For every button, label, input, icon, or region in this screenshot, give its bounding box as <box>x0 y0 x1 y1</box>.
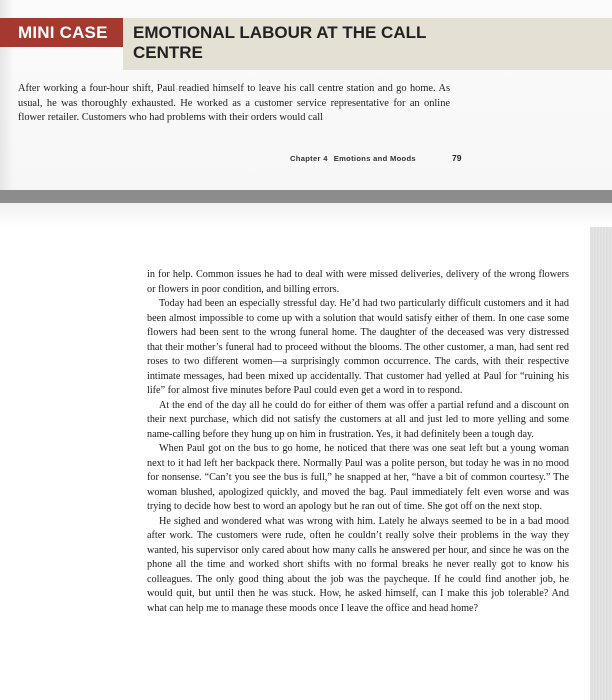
mini-case-header <box>0 18 612 70</box>
mini-case-tag: MINI CASE <box>0 18 123 47</box>
mini-case-intro-paragraph: After working a four-hour shift, Paul readied himself to leave his call centre station and go home. As usual, he was thoroughly exhausted. He worked as a customer service representative for an online flower retailer. Customers who had problems with their orders would call <box>18 83 450 123</box>
body-paragraph: Today had been an especially stressful day. He’d had two particularly difficult customers and it had been almost impossible to come up with a solution that would satisfy either of them. In one case some flowers had been sent to the wrong funeral home. The daughter of the deceased was very distressed that their mother’s funeral had to proceed without the blooms. The other customer, a man, had sent red roses to two different women—a surprisingly common occurrence. The cards, with their respective intimate messages, had been mixed up accidentally. That customer had yelled at Paul for “ruining his life” for almost five minutes before Paul could even get a word in to respond. <box>147 298 569 396</box>
chapter-label: Chapter 4 <box>290 154 328 163</box>
body-paragraph: When Paul got on the bus to go home, he noticed that there was one seat left but a young woman next to it had left her backpack there. Normally Paul was a polite person, but today he was in no mood for nonsense. “Can’t you see the bus is full,” he snapped at her, “have a bit of common courtesy.” The woman blushed, apologized quickly, and moved the bag. Paul immediately felt even worse and was trying to decide how best to word an apology but he ran out of time. She got off on the next stop. <box>147 443 569 512</box>
body-paragraph: in for help. Common issues he had to deal with were missed deliveries, delivery of the wrong flowers or flowers in poor condition, and billing errors. <box>147 269 569 295</box>
body-paragraph: At the end of the day all he could do for either of them was offer a partial refund and a discount on their next purchase, which did not satisfy the customers at all and just led to more yelling and some name-calling before they hung up on him in frustration. Yes, it had definitely been a tough day. <box>147 399 569 440</box>
previous-page-fragment <box>0 0 612 190</box>
body-paragraph: He sighed and wondered what was wrong with him. Lately he always seemed to be in a bad mood after work. The customers were rude, often he couldn’t really solve their problems in the way they wanted, his supervisor only cared about how many calls he answered per hour, and since he was on the phone all the time and worked short shifts with no formal breaks he never really got to know his colleagues. The only good thing about the job was the paycheque. If he could find another job, he would quit, but until then he was stuck. How, he asked himself, can I make this job tolerable? And what can help me to manage these moods once I leave the office and head home? <box>147 515 569 614</box>
case-body-text <box>147 268 569 616</box>
book-page-edge <box>590 227 612 700</box>
chapter-title: Emotions and Moods <box>333 154 416 163</box>
page-separator <box>0 190 612 203</box>
running-head <box>290 154 416 163</box>
page-separator-shadow <box>0 203 612 227</box>
page-number: 79 <box>452 153 462 163</box>
current-page <box>0 227 612 700</box>
mini-case-title: EMOTIONAL LABOUR AT THE CALL CENTRE <box>133 23 427 62</box>
